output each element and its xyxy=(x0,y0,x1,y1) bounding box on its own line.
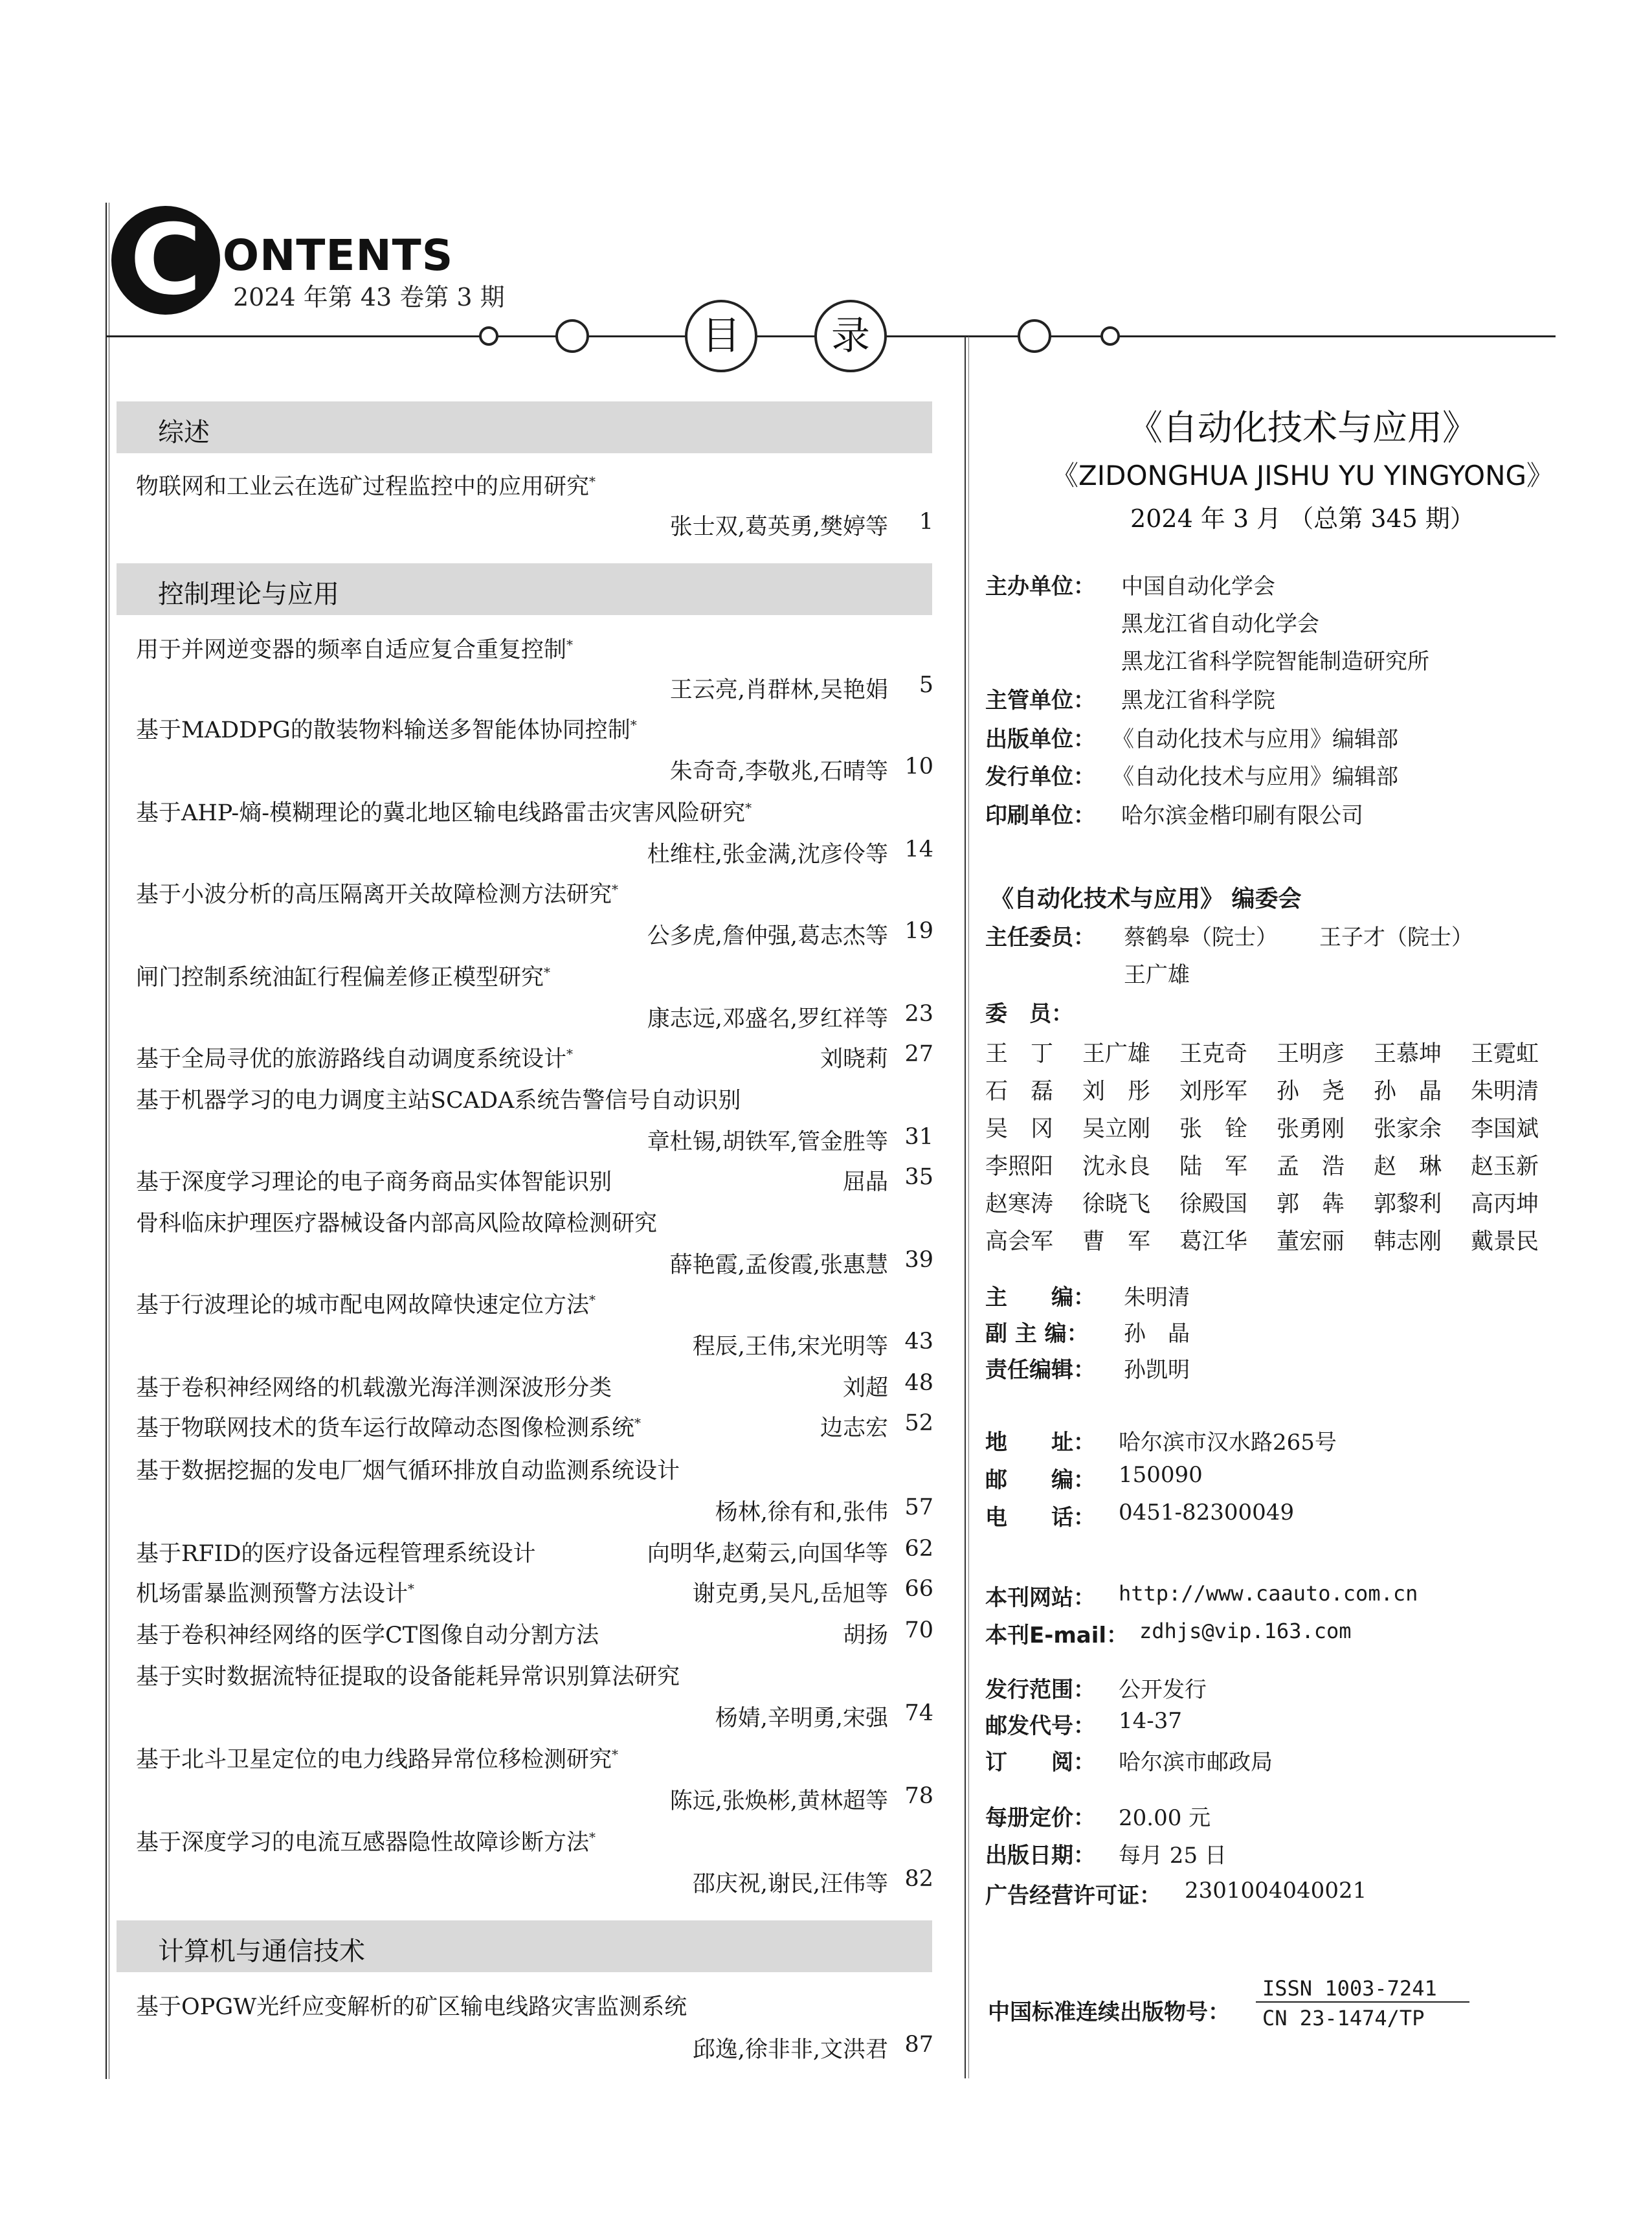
board-member-name: 徐晓飞 xyxy=(1082,1191,1151,1217)
toc-article-title[interactable]: 基于行波理论的城市配电网故障快速定位方法* xyxy=(136,1292,596,1318)
board-member-name: 吴 冈 xyxy=(985,1116,1054,1142)
director-name: 蔡鹤皋（院士） xyxy=(1124,925,1278,950)
board-member-name: 王广雄 xyxy=(1082,1041,1151,1067)
competent-value: 黑龙江省科学院 xyxy=(1121,688,1275,714)
board-member-name: 徐殿国 xyxy=(1179,1191,1248,1217)
toc-article-title[interactable]: 基于机器学习的电力调度主站SCADA系统告警信号自动识别 xyxy=(136,1088,741,1114)
toc-page-number: 87 xyxy=(904,2032,933,2058)
postcode-label: 邮 编： xyxy=(985,1467,1095,1493)
director-label: 主任委员： xyxy=(985,925,1095,950)
distributor-value: 《自动化技术与应用》编辑部 xyxy=(1112,764,1398,790)
toc-article-authors: 边志宏 xyxy=(820,1415,888,1441)
journal-title-cn: 《自动化技术与应用》 xyxy=(1128,407,1477,448)
board-member-name: 戴景民 xyxy=(1471,1229,1539,1255)
column-divider xyxy=(965,337,966,2078)
section-header-computer-comm xyxy=(117,1920,932,1972)
section-title: 控制理论与应用 xyxy=(158,579,339,609)
publisher-label: 出版单位： xyxy=(985,726,1095,752)
printer-value: 哈尔滨金楷印刷有限公司 xyxy=(1121,803,1363,829)
toc-article-title[interactable]: 基于OPGW光纤应变解析的矿区输电线路灾害监测系统 xyxy=(136,1994,687,2020)
board-member-name: 王 丁 xyxy=(985,1041,1054,1067)
toc-page-number: 62 xyxy=(904,1536,933,1562)
toc-article-title[interactable]: 基于RFID的医疗设备远程管理系统设计 xyxy=(136,1541,536,1567)
board-member-name: 赵 琳 xyxy=(1374,1154,1442,1180)
board-member-name: 李国斌 xyxy=(1471,1116,1539,1142)
toc-article-title[interactable]: 基于全局寻优的旅游路线自动调度系统设计* xyxy=(136,1046,574,1072)
scope-value: 公开发行 xyxy=(1119,1677,1207,1703)
toc-page-number: 52 xyxy=(904,1410,933,1436)
issue-info: 2024 年第 43 卷第 3 期 xyxy=(233,283,505,311)
board-member-name: 张家余 xyxy=(1374,1116,1442,1142)
pubdate-value: 每月 25 日 xyxy=(1119,1843,1227,1869)
board-member-name: 高会军 xyxy=(985,1229,1054,1255)
subscribe-label: 订 阅： xyxy=(985,1749,1095,1775)
toc-article-authors: 杨林,徐有和,张伟 xyxy=(715,1500,888,1525)
phone-label: 电 话： xyxy=(985,1505,1095,1531)
toc-article-title[interactable]: 用于并网逆变器的频率自适应复合重复控制* xyxy=(136,636,574,663)
issn-value: ISSN 1003-7241 xyxy=(1262,1976,1437,2001)
section-header-control-theory xyxy=(117,563,932,615)
toc-article-authors: 刘晓莉 xyxy=(820,1046,888,1072)
board-member-name: 王霓虹 xyxy=(1471,1041,1539,1067)
toc-page-number: 31 xyxy=(904,1124,933,1150)
board-member-name: 张 铨 xyxy=(1179,1116,1248,1142)
board-member-name: 赵玉新 xyxy=(1471,1154,1539,1180)
pubdate-label: 出版日期： xyxy=(985,1843,1095,1869)
board-member-name: 董宏丽 xyxy=(1277,1229,1345,1255)
toc-article-title[interactable]: 基于卷积神经网络的医学CT图像自动分割方法 xyxy=(136,1623,599,1648)
chief-editor-value: 朱明清 xyxy=(1124,1285,1190,1310)
issn-divider xyxy=(1256,2001,1469,2003)
printer-label: 印刷单位： xyxy=(985,803,1095,829)
toc-page-number: 14 xyxy=(904,837,933,862)
toc-article-title[interactable]: 基于卷积神经网络的机载激光海洋测深波形分类 xyxy=(136,1375,612,1401)
contents-heading: ONTENTS xyxy=(223,230,454,280)
toc-page-number: 27 xyxy=(904,1041,933,1067)
toc-page-number: 10 xyxy=(904,754,933,780)
board-member-name: 张勇刚 xyxy=(1277,1116,1345,1142)
postal-code-value: 14-37 xyxy=(1119,1708,1183,1734)
email-label: 本刊E-mail： xyxy=(985,1623,1129,1648)
toc-article-title[interactable]: 基于深度学习的电流互感器隐性故障诊断方法* xyxy=(136,1829,596,1856)
toc-article-title[interactable]: 基于小波分析的高压隔离开关故障检测方法研究* xyxy=(136,881,619,908)
toc-page-number: 5 xyxy=(919,672,933,698)
toc-article-authors: 邵庆祝,谢民,汪伟等 xyxy=(692,1871,888,1897)
toc-article-title[interactable]: 机场雷暴监测预警方法设计* xyxy=(136,1580,415,1607)
toc-article-authors: 薛艳霞,孟俊霞,张惠慧 xyxy=(669,1252,888,1278)
board-member-name: 陆 军 xyxy=(1179,1154,1248,1180)
toc-page-number: 66 xyxy=(904,1576,933,1602)
toc-article-title[interactable]: 基于实时数据流特征提取的设备能耗异常识别算法研究 xyxy=(136,1664,680,1690)
board-member-name: 吴立刚 xyxy=(1082,1116,1151,1142)
journal-title-pinyin: 《ZIDONGHUA JISHU YU YINGYONG》 xyxy=(1051,460,1554,491)
ad-license-value: 2301004040021 xyxy=(1185,1878,1367,1904)
contents-logo-circle xyxy=(111,206,220,315)
sponsor-value: 黑龙江省自动化学会 xyxy=(1121,611,1319,637)
board-member-name: 孟 浩 xyxy=(1277,1154,1345,1180)
toc-article-authors: 杜维柱,张金满,沈彦伶等 xyxy=(647,842,888,868)
board-member-name: 刘 彤 xyxy=(1082,1079,1151,1105)
toc-article-authors: 杨婧,辛明勇,宋强 xyxy=(715,1705,888,1731)
toc-page-number: 78 xyxy=(904,1783,933,1809)
contents-logo-letter: C xyxy=(129,204,202,317)
board-member-name: 李照阳 xyxy=(985,1154,1054,1180)
title-char-lu: 录 xyxy=(814,300,887,372)
responsible-editor-label: 责任编辑： xyxy=(985,1357,1095,1383)
board-member-name: 王克奇 xyxy=(1179,1041,1248,1067)
board-member-name: 沈永良 xyxy=(1082,1154,1151,1180)
toc-article-title[interactable]: 闸门控制系统油缸行程偏差修正模型研究* xyxy=(136,964,551,991)
toc-page-number: 35 xyxy=(904,1164,933,1190)
toc-page-number: 19 xyxy=(904,918,933,944)
toc-article-authors: 王云亮,肖群林,吴艳娟 xyxy=(669,677,888,703)
toc-article-title[interactable]: 骨科临床护理医疗器械设备内部高风险故障检测研究 xyxy=(136,1211,658,1237)
toc-article-authors: 朱奇奇,李敬兆,石晴等 xyxy=(669,759,888,785)
deputy-editor-value: 孙 晶 xyxy=(1124,1321,1190,1347)
board-member-name: 郭 犇 xyxy=(1277,1191,1345,1217)
board-member-name: 郭黎利 xyxy=(1374,1191,1442,1217)
postcode-value: 150090 xyxy=(1119,1462,1203,1488)
toc-page-number: 70 xyxy=(904,1617,933,1643)
toc-article-title[interactable]: 基于北斗卫星定位的电力线路异常位移检测研究* xyxy=(136,1746,619,1773)
board-member-name: 韩志刚 xyxy=(1374,1229,1442,1255)
board-member-name: 葛江华 xyxy=(1179,1229,1248,1255)
board-member-name: 石 磊 xyxy=(985,1079,1054,1105)
director-name: 王广雄 xyxy=(1124,962,1190,988)
board-member-name: 曹 军 xyxy=(1082,1229,1151,1255)
decor-small-circle xyxy=(1100,326,1120,346)
price-label: 每册定价： xyxy=(985,1805,1095,1831)
board-member-name: 朱明清 xyxy=(1471,1079,1539,1105)
ad-license-label: 广告经营许可证： xyxy=(985,1883,1161,1909)
toc-article-authors: 张士双,葛英勇,樊婷等 xyxy=(669,514,888,540)
toc-article-authors: 公多虎,詹仲强,葛志杰等 xyxy=(647,923,888,949)
toc-page-number: 1 xyxy=(919,509,933,535)
toc-article-title[interactable]: 物联网和工业云在选矿过程监控中的应用研究* xyxy=(136,473,596,500)
decor-large-circle xyxy=(1018,319,1051,353)
board-member-name: 孙 晶 xyxy=(1374,1079,1442,1105)
scope-label: 发行范围： xyxy=(985,1677,1095,1703)
cn-value: CN 23-1474/TP xyxy=(1262,2006,1425,2030)
toc-page-number: 74 xyxy=(904,1700,933,1726)
toc-article-authors: 向明华,赵菊云,向国华等 xyxy=(647,1541,888,1567)
decor-large-circle xyxy=(555,319,589,353)
subscribe-value: 哈尔滨市邮政局 xyxy=(1119,1749,1273,1775)
toc-page-number: 82 xyxy=(904,1866,933,1892)
toc-article-title[interactable]: 基于物联网技术的货车运行故障动态图像检测系统* xyxy=(136,1415,642,1441)
board-member-name: 刘彤军 xyxy=(1179,1079,1248,1105)
left-margin-rule xyxy=(106,203,107,2079)
sponsor-value: 黑龙江省科学院智能制造研究所 xyxy=(1121,649,1429,675)
serial-number-label: 中国标准连续出版物号： xyxy=(988,1999,1230,2025)
board-member-name: 王明彦 xyxy=(1277,1041,1345,1067)
postal-code-label: 邮发代号： xyxy=(985,1713,1095,1739)
toc-page-number: 57 xyxy=(904,1494,933,1520)
section-title: 综述 xyxy=(158,418,210,447)
address-label: 地 址： xyxy=(985,1430,1095,1456)
toc-article-authors: 胡扬 xyxy=(842,1623,888,1648)
toc-page-number: 43 xyxy=(904,1329,933,1355)
board-member-name: 赵寒涛 xyxy=(985,1191,1054,1217)
toc-article-authors: 章杜锡,胡铁军,管金胜等 xyxy=(647,1129,888,1155)
website-link[interactable]: http://www.caauto.com.cn xyxy=(1119,1581,1418,1606)
board-member-name: 孙 尧 xyxy=(1277,1079,1345,1105)
board-title: 《自动化技术与应用》 编委会 xyxy=(990,886,1302,912)
toc-article-authors: 谢克勇,吴凡,岳旭等 xyxy=(692,1581,888,1607)
sponsor-value: 中国自动化学会 xyxy=(1121,574,1275,600)
responsible-editor-value: 孙凯明 xyxy=(1124,1357,1190,1383)
members-label: 委 员： xyxy=(985,1001,1073,1027)
toc-article-title[interactable]: 基于数据挖掘的发电厂烟气循环排放自动监测系统设计 xyxy=(136,1458,680,1484)
section-header-review xyxy=(117,401,932,453)
toc-article-authors: 屈晶 xyxy=(842,1169,888,1195)
phone-value: 0451-82300049 xyxy=(1119,1500,1295,1525)
toc-article-title[interactable]: 基于深度学习理论的电子商务商品实体智能识别 xyxy=(136,1169,612,1195)
chief-editor-label: 主 编： xyxy=(985,1285,1095,1310)
deputy-editor-label: 副 主 编： xyxy=(985,1321,1089,1347)
toc-article-authors: 刘超 xyxy=(842,1375,888,1401)
toc-article-title[interactable]: 基于MADDPG的散装物料输送多智能体协同控制* xyxy=(136,717,637,743)
board-member-name: 高丙坤 xyxy=(1471,1191,1539,1217)
toc-page-number: 23 xyxy=(904,1001,933,1027)
toc-article-authors: 邱逸,徐非非,文洪君 xyxy=(692,2037,888,2063)
column-divider-inner xyxy=(968,337,969,2078)
publisher-value: 《自动化技术与应用》编辑部 xyxy=(1112,726,1398,752)
address-value: 哈尔滨市汉水路265号 xyxy=(1119,1430,1337,1456)
director-name: 王子才（院士） xyxy=(1319,925,1473,950)
website-label: 本刊网站： xyxy=(985,1585,1095,1611)
toc-article-authors: 康志远,邓盛名,罗红祥等 xyxy=(647,1006,888,1032)
toc-article-authors: 陈远,张焕彬,黄林超等 xyxy=(669,1788,888,1814)
title-char-mu: 目 xyxy=(685,300,757,372)
toc-article-title[interactable]: 基于AHP-熵-模糊理论的冀北地区输电线路雷击灾害风险研究* xyxy=(136,800,752,826)
journal-issue-date: 2024 年 3 月 （总第 345 期） xyxy=(1130,504,1475,533)
section-title: 计算机与通信技术 xyxy=(158,1937,365,1966)
toc-page-number: 48 xyxy=(904,1370,933,1396)
decor-small-circle xyxy=(479,326,498,346)
board-member-name: 王慕坤 xyxy=(1374,1041,1442,1067)
sponsor-label: 主办单位： xyxy=(985,574,1095,600)
competent-label: 主管单位： xyxy=(985,688,1095,714)
email-link[interactable]: zdhjs@vip.163.com xyxy=(1139,1619,1352,1643)
distributor-label: 发行单位： xyxy=(985,764,1095,790)
toc-page-number: 39 xyxy=(904,1247,933,1273)
price-value: 20.00 元 xyxy=(1119,1805,1211,1831)
toc-article-authors: 程辰,王伟,宋光明等 xyxy=(692,1334,888,1360)
